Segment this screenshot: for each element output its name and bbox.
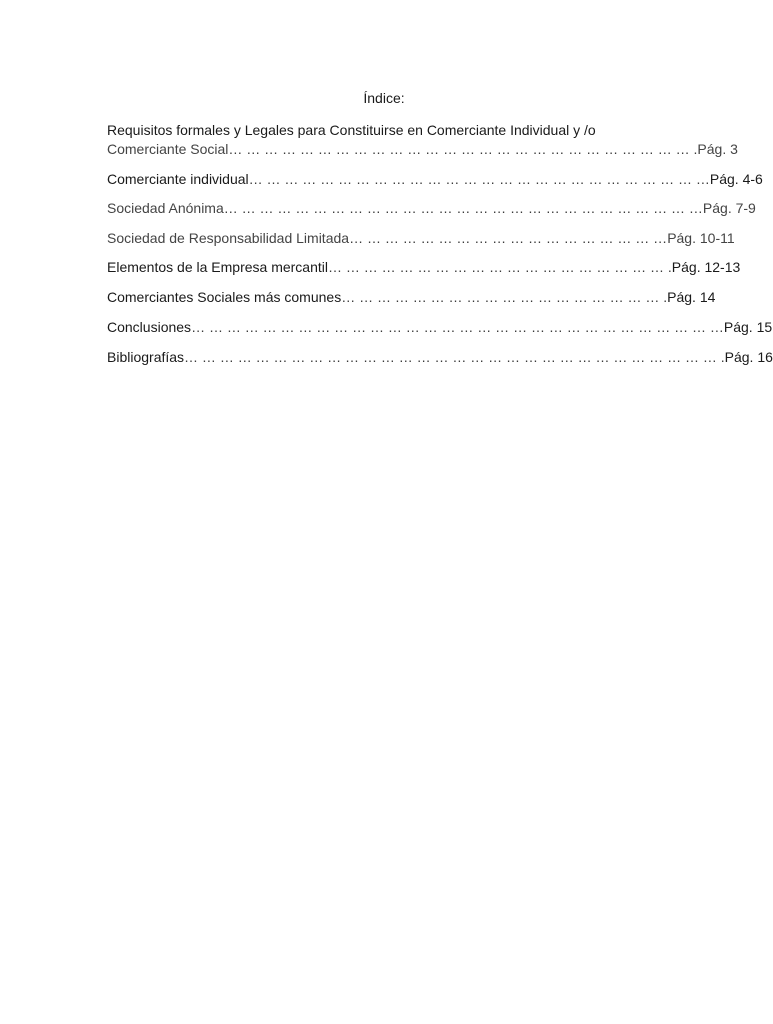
toc-entry[interactable] [107,257,740,277]
toc-entry-page: Pág. 3 [697,141,738,157]
toc-entry-page: Pág. 12-13 [671,259,741,275]
toc-entry-label: Comerciante individual [107,171,249,187]
toc-entry-label: Comerciantes Sociales más comunes [107,289,342,305]
toc-leader-dots: … … … … … … … … … … … … … … … … … … … … … … … … … … [248,171,710,187]
toc-entry[interactable] [107,169,763,189]
toc-entry[interactable] [107,139,738,159]
toc-entry[interactable] [107,317,772,337]
toc-leader-dots: … … … … … … … … … … … … … … … … … … … … … … … … … … … [223,200,703,216]
toc-entry[interactable] [107,287,715,307]
toc-entry-label: Conclusiones [107,319,192,335]
toc-entry-page: Pág. 14 [667,289,716,305]
toc-intro-line: Requisitos formales y Legales para Constituirse en Comerciante Individual y /o [107,122,596,138]
toc-leader-dots: … … … … … … … … … … … … … … … … … … [349,230,668,246]
toc-entry[interactable] [107,347,773,367]
toc-entry-label: Bibliografías [107,349,185,365]
toc-entry-label: Sociedad de Responsabilidad Limitada [107,230,350,246]
page-title: Índice: [363,90,405,106]
toc-leader-dots: … … … … … … … … … … … … … … … … … … … … … … … … … … … … … … [191,319,724,335]
toc-leader-dots: … … … … … … … … … … … … … … … … … … … … … … … … … … … … … … . [184,349,725,365]
toc-entry[interactable] [107,228,735,248]
toc-entry-page: Pág. 10-11 [667,230,735,246]
toc-entry-page: Pág. 16 [724,349,773,365]
toc-leader-dots: … … … … … … … … … … … … … … … … … … . [341,289,668,305]
toc-entry-label: Sociedad Anónima [107,200,224,216]
toc-entry[interactable] [107,198,756,218]
toc-leader-dots: … … … … … … … … … … … … … … … … … … … . [328,259,672,275]
toc-leader-dots: … … … … … … … … … … … … … … … … … … … … … … … … … … . [228,141,698,157]
toc-entry-label: Elementos de la Empresa mercantil [107,259,328,275]
toc-entry-label: Comerciante Social [107,141,229,157]
toc-entry-page: Pág. 7-9 [702,200,756,216]
toc-entry-page: Pág. 4-6 [709,171,763,187]
toc-entry-page: Pág. 15 [723,319,773,335]
